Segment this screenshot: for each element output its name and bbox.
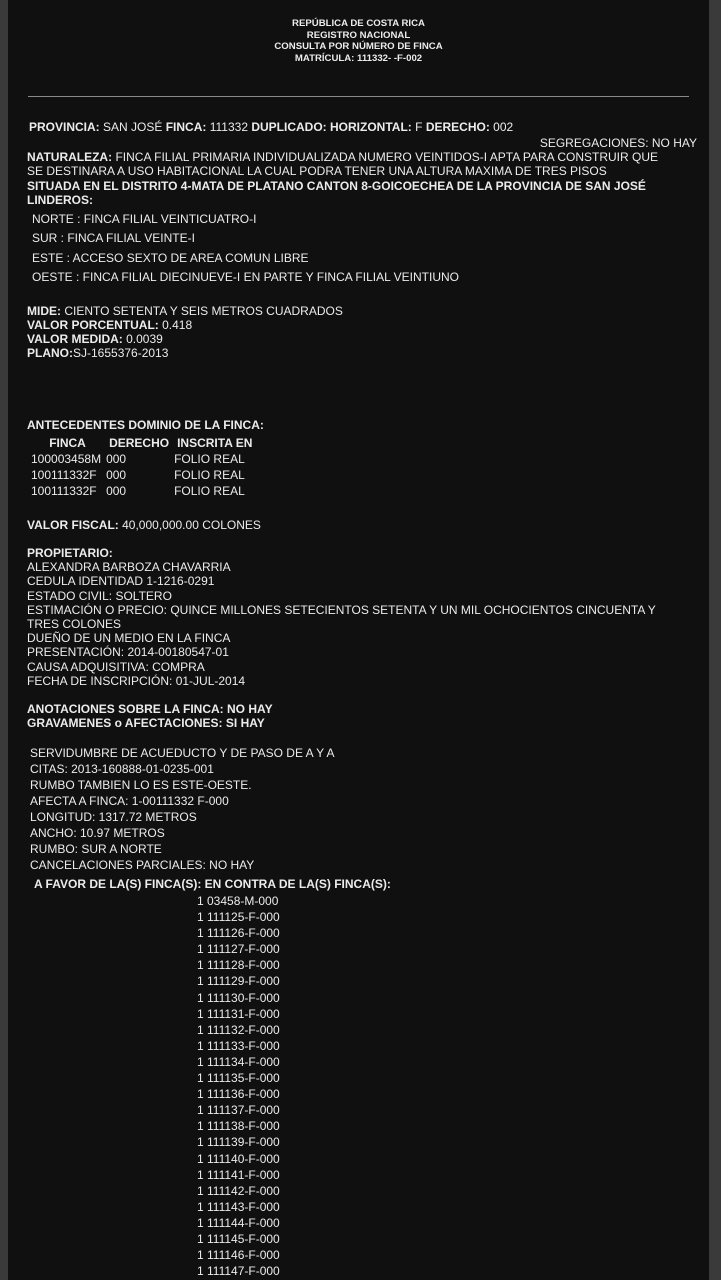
naturaleza-label: NATURALEZA: xyxy=(27,150,113,164)
valor-medida-label: VALOR MEDIDA: xyxy=(27,332,123,346)
derecho-value: 002 xyxy=(493,120,514,134)
list-item: 1 111133-F-000 xyxy=(197,1038,280,1053)
column-header: FINCA xyxy=(49,436,86,450)
list-item: 1 111138-F-000 xyxy=(197,1119,280,1134)
table-cell: 100111332F xyxy=(31,468,97,482)
propietario-presentacion: PRESENTACIÓN: 2014-00180547-01 xyxy=(27,645,229,659)
lindero-norte: NORTE : FINCA FILIAL VEINTICUATRO-I xyxy=(32,212,257,226)
list-item: 1 111144-F-000 xyxy=(197,1215,280,1230)
naturaleza-value: FINCA FILIAL PRIMARIA INDIVIDUALIZADA NUMERO VEINTIDOS-I APTA PARA CONSTRUIR QUE SE DESTINARA A USO HABITACIONAL LA CUAL PODRA TENER UNA ALTURA MAXIMA DE TRES PISOS xyxy=(27,150,658,179)
table-row xyxy=(30,467,256,483)
plano-label: PLANO: xyxy=(27,346,73,360)
gravamen-line: RUMBO TAMBIEN LO ES ESTE-OESTE. xyxy=(30,778,252,792)
propietario-estado-civil: ESTADO CIVIL: SOLTERO xyxy=(27,589,172,603)
valor-medida-value: 0.0039 xyxy=(126,332,163,346)
antecedentes-title: ANTECEDENTES DOMINIO DE LA FINCA: xyxy=(27,418,264,432)
antecedentes-table xyxy=(30,435,256,499)
list-item: 1 111132-F-000 xyxy=(197,1022,280,1037)
propietario-cedula: CEDULA IDENTIDAD 1-1216-0291 xyxy=(27,574,215,588)
valor-fiscal-value: 40,000,000.00 COLONES xyxy=(122,518,261,532)
horizontal-label: HORIZONTAL: xyxy=(330,120,412,134)
propietario-label: PROPIETARIO: xyxy=(27,546,113,560)
a-favor-label: A FAVOR DE LA(S) FINCA(S): xyxy=(34,877,202,891)
lindero-oeste: OESTE : FINCA FILIAL DIECINUEVE-I EN PARTE Y FINCA FILIAL VEINTIUNO xyxy=(32,270,459,284)
list-item: 1 111129-F-000 xyxy=(197,974,280,989)
finca-value: 111332 xyxy=(209,120,248,134)
table-cell: 000 xyxy=(106,452,127,466)
plano xyxy=(27,346,168,360)
gravamen-line: CITAS: 2013-160888-01-0235-001 xyxy=(30,762,214,776)
list-item: 1 111146-F-000 xyxy=(197,1248,280,1263)
horizontal-value: F xyxy=(415,120,423,134)
list-item: 1 111126-F-000 xyxy=(197,926,280,941)
list-item: 1 111134-F-000 xyxy=(197,1054,280,1069)
list-item: 1 111137-F-000 xyxy=(197,1103,280,1118)
mide-label: MIDE: xyxy=(27,304,61,318)
valor-porcentual-label: VALOR PORCENTUAL: xyxy=(27,318,159,332)
gravamen-line: RUMBO: SUR A NORTE xyxy=(30,842,162,856)
list-item: 1 111136-F-000 xyxy=(197,1087,280,1102)
column-header: DERECHO xyxy=(109,436,170,450)
gravamen-line: SERVIDUMBRE DE ACUEDUCTO Y DE PASO DE A Y A xyxy=(30,746,335,760)
provincia-label: PROVINCIA: xyxy=(29,120,100,134)
list-item: 1 111143-F-000 xyxy=(197,1199,280,1214)
column-header: INSCRITA EN xyxy=(177,436,253,450)
gravamen-line: AFECTA A FINCA: 1-00111332 F-000 xyxy=(30,794,229,808)
a-favor-header xyxy=(34,877,391,891)
segregaciones: SEGREGACIONES: NO HAY xyxy=(539,136,697,150)
list-item: 1 111131-F-000 xyxy=(197,1006,280,1021)
gravamen-line: ANCHO: 10.97 METROS xyxy=(30,826,165,840)
lindero-este: ESTE : ACCESO SEXTO DE AREA COMUN LIBRE xyxy=(32,251,309,265)
en-contra-fincas-list xyxy=(197,893,280,1279)
table-cell: FOLIO REAL xyxy=(174,484,245,498)
mide-value: CIENTO SETENTA Y SEIS METROS CUADRADOS xyxy=(64,304,343,318)
list-item: 1 111147-F-000 xyxy=(197,1264,280,1279)
list-item: 1 111140-F-000 xyxy=(197,1151,280,1166)
table-cell: 000 xyxy=(106,484,127,498)
table-cell: 100111332F xyxy=(31,484,97,498)
valor-fiscal xyxy=(27,518,261,532)
gravamen-line: LONGITUD: 1317.72 METROS xyxy=(30,810,197,824)
table-cell: 100003458M xyxy=(31,452,102,466)
valor-medida xyxy=(27,332,163,346)
linderos-label: LINDEROS: xyxy=(27,193,93,207)
list-item: 1 111141-F-000 xyxy=(197,1167,280,1182)
list-item: 1 111135-F-000 xyxy=(197,1071,280,1086)
anotaciones: ANOTACIONES SOBRE LA FINCA: NO HAY xyxy=(27,702,273,716)
propietario-dueno: DUEÑO DE UN MEDIO EN LA FINCA xyxy=(27,631,231,645)
valor-fiscal-label: VALOR FISCAL: xyxy=(27,518,119,532)
propietario-causa: CAUSA ADQUISITIVA: COMPRA xyxy=(27,660,205,674)
table-header-row xyxy=(30,435,256,451)
derecho-label: DERECHO: xyxy=(425,120,490,134)
naturaleza xyxy=(27,150,677,178)
gravamenes: GRAVAMENES o AFECTACIONES: SI HAY xyxy=(27,716,265,730)
valor-porcentual xyxy=(27,318,192,332)
table-row xyxy=(30,451,256,467)
table-row xyxy=(30,483,256,499)
table-cell: FOLIO REAL xyxy=(174,468,245,482)
propietario-estimacion: ESTIMACIÓN O PRECIO: QUINCE MILLONES SETECIENTOS SETENTA Y UN MIL OCHOCIENTOS CINCUENTA Y TRES COLONES xyxy=(27,603,656,632)
list-item: 1 111142-F-000 xyxy=(197,1183,280,1198)
header-country: REPÚBLICA DE COSTA RICA xyxy=(292,18,425,29)
finca-id-line xyxy=(29,120,513,134)
propietario-fecha: FECHA DE INSCRIPCIÓN: 01-JUL-2014 xyxy=(27,674,246,688)
plano-value: SJ-1655376-2013 xyxy=(73,346,169,360)
list-item: 1 111139-F-000 xyxy=(197,1135,280,1150)
finca-label: FINCA: xyxy=(165,120,207,134)
list-item: 1 03458-M-000 xyxy=(197,894,279,908)
header-matricula: MATRÍCULA: 111332- -F-002 xyxy=(294,52,423,64)
document-page xyxy=(8,0,709,1280)
list-item: 1 111130-F-000 xyxy=(197,990,280,1005)
list-item: 1 111127-F-000 xyxy=(197,942,280,957)
list-item: 1 111128-F-000 xyxy=(197,958,280,973)
table-cell: 000 xyxy=(106,468,127,482)
provincia-value: SAN JOSÉ xyxy=(103,120,163,134)
duplicado-label: DUPLICADO: xyxy=(251,120,327,134)
header-divider xyxy=(28,96,689,97)
table-cell: FOLIO REAL xyxy=(174,452,245,466)
list-item: 1 111145-F-000 xyxy=(197,1231,280,1246)
en-contra-label: EN CONTRA DE LA(S) FINCA(S): xyxy=(204,877,391,891)
mide xyxy=(27,304,343,318)
lindero-sur: SUR : FINCA FILIAL VEINTE-I xyxy=(32,231,195,245)
document-header xyxy=(8,18,709,64)
header-query-type: CONSULTA POR NÚMERO DE FINCA xyxy=(274,41,443,52)
propietario-nombre: ALEXANDRA BARBOZA CHAVARRIA xyxy=(27,560,231,574)
header-registry: REGISTRO NACIONAL xyxy=(306,29,411,41)
situada: SITUADA EN EL DISTRITO 4-MATA DE PLATANO CANTON 8-GOICOECHEA DE LA PROVINCIA DE SAN JOSÉ xyxy=(27,179,646,193)
gravamen-line: CANCELACIONES PARCIALES: NO HAY xyxy=(30,858,255,872)
list-item: 1 111125-F-000 xyxy=(197,910,280,925)
valor-porcentual-value: 0.418 xyxy=(162,318,193,332)
